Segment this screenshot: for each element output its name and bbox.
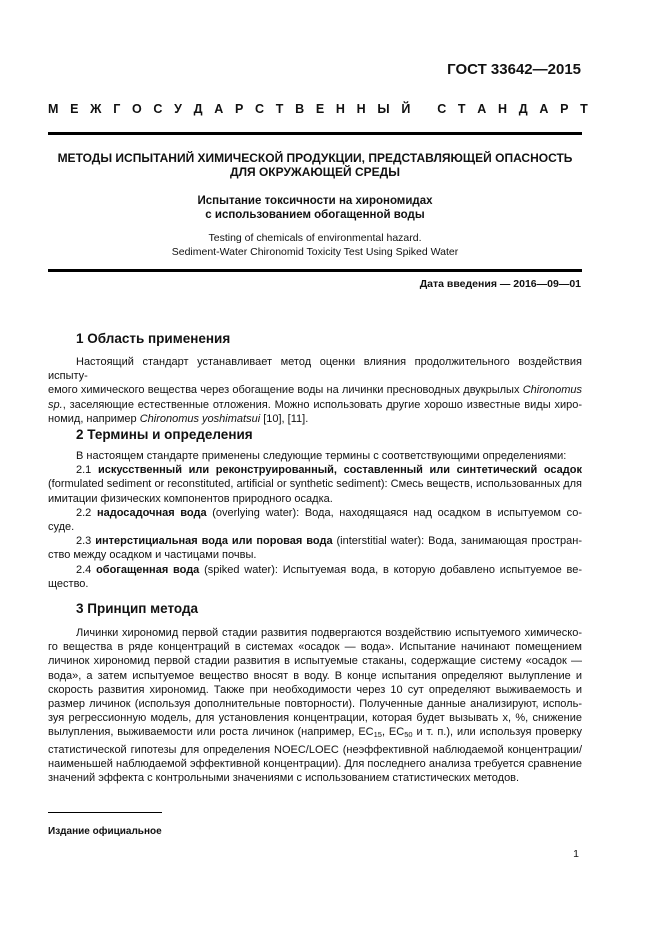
- section-3-line: личинок хирономид первой стадии развития в испытуемые стаканы, содержащие систему «осадок —: [48, 655, 582, 668]
- page-number: 1: [573, 848, 579, 860]
- document-title: [48, 151, 582, 179]
- term-2-3-def: ство между осадком и частицами почвы.: [48, 549, 257, 562]
- term-2-4-def: щество.: [48, 577, 89, 590]
- english-title-line2: Sediment-Water Chironomid Toxicity Test Using Spiked Water: [171, 246, 459, 258]
- heading-letter: Н: [498, 102, 508, 116]
- heading-letter: Р: [560, 102, 569, 116]
- title-rule: [48, 269, 582, 272]
- heading-letter: Н: [335, 102, 345, 116]
- interstate-standard-heading: [48, 102, 588, 116]
- document-subtitle-line2: с использованием обогащенной воды: [205, 209, 425, 221]
- subscript: 50: [404, 730, 413, 740]
- term-name: интерстициальная вода или поровая вода: [95, 535, 333, 548]
- section-3-line: скорость развития хирономид. Также при необходимости через 10 сут определяют выживаемость и: [48, 683, 582, 696]
- section-3-line: зуя регрессионную модель, для установления концентрации, которая будет вызывать x, %, снижение: [48, 712, 582, 725]
- term-def: (interstitial water): Вода, занимающая простран-: [336, 535, 582, 548]
- term-number: 2.4: [76, 563, 92, 576]
- english-title: [48, 231, 582, 259]
- heading-letter: А: [214, 102, 224, 116]
- section-3-line: значений эффекта с контрольными значениями с использованием статистических методов.: [48, 772, 520, 785]
- heading-letter: С: [255, 102, 265, 116]
- term-number: 2.2: [76, 506, 92, 519]
- heading-letter: Д: [193, 102, 203, 116]
- section-3-line: наименьшей наблюдаемой эффективной концентрации). Для последнего анализа требуется сравнение: [48, 757, 582, 770]
- heading-letter: А: [539, 102, 549, 116]
- section-3-heading: 3 Принцип метода: [76, 601, 199, 616]
- heading-letter: Е: [70, 102, 79, 116]
- footer-rule: [48, 812, 162, 813]
- section-3-line: статистической гипотезы для определения NOEC/LOEC (неэффективной наблюдаемой концентрации/: [48, 743, 582, 756]
- term-name: надосадочная вода: [96, 506, 207, 519]
- heading-letter: Н: [356, 102, 366, 116]
- section-1-line: Настоящий стандарт устанавливает метод оценки влияния продолжительного воздействия испыту-: [48, 356, 582, 383]
- document-title-line2: ДЛЯ ОКРУЖАЮЩЕЙ СРЕДЫ: [230, 165, 400, 179]
- document-subtitle: [48, 194, 582, 222]
- document-subtitle-line1: Испытание токсичности на хирономидах: [197, 195, 433, 207]
- term-name: обогащенная вода: [96, 563, 200, 576]
- section-3-line: вода», а затем испытуемое вещество вносят в воду. В конце испытания определяют вылупление и: [48, 669, 582, 682]
- term-2-3: [48, 534, 582, 548]
- heading-gap: [422, 102, 425, 116]
- heading-letter: А: [477, 102, 487, 116]
- heading-letter: О: [131, 102, 142, 116]
- section-2-body: [48, 449, 582, 591]
- section-3-line: Личинки хирономид первой стадии развития подвергаются воздействию испытуемого химическо-: [76, 627, 582, 639]
- section-2-intro: В настоящем стандарте применены следующие термины с соответствующими определениями:: [76, 450, 567, 462]
- heading-letter: Д: [518, 102, 528, 116]
- heading-letter: Г: [113, 102, 121, 116]
- heading-letter: Ж: [90, 102, 102, 116]
- heading-letter: Е: [315, 102, 325, 116]
- official-edition-label: Издание официальное: [48, 826, 162, 837]
- section-1-line: емого химического вещества через обогащение воды на личинки пресноводных двукрылых Chironomus: [48, 384, 582, 397]
- introduction-date: Дата введения — 2016—09—01: [419, 278, 581, 290]
- heading-letter: Р: [234, 102, 244, 116]
- standard-code: ГОСТ 33642—2015: [447, 61, 581, 78]
- section-1-body: [48, 355, 582, 426]
- section-3-line-ec: [48, 725, 582, 742]
- text-run: вылупления, выживаемости или роста личинок (например, EC: [48, 726, 374, 739]
- heading-letter: В: [295, 102, 305, 116]
- term-number: 2.1: [76, 464, 92, 477]
- term-2-4: [48, 563, 582, 577]
- term-def: (spiked water): Испытуемая вода, в которую добавлено испытуемое ве-: [204, 563, 582, 576]
- section-2-heading: 2 Термины и определения: [76, 427, 253, 442]
- section-1-line: sp., заселяющие естественные отложения. Можно использовать другие хорошо известные виды хиро-: [48, 398, 582, 411]
- heading-letter: Й: [401, 102, 411, 116]
- section-3-line: размер личинок (используя дополнительные повторности). Полученные данные анализируют, исполь-: [48, 698, 582, 711]
- section-3-body: [48, 626, 582, 785]
- term-def: (overlying water): Вода, находящаяся над осадком в испытуемом со-: [212, 506, 582, 519]
- term-name: искусственный или реконструированный, составленный или синтетический осадок: [97, 464, 582, 477]
- english-title-line1: Testing of chemicals of environmental hazard.: [208, 232, 422, 244]
- document-title-line1: МЕТОДЫ ИСПЫТАНИЙ ХИМИЧЕСКОЙ ПРОДУКЦИИ, ПРЕДСТАВЛЯЮЩЕЙ ОПАСНОСТЬ: [57, 151, 573, 165]
- section-1-line: номид, например Chironomus yoshimatsui [10], [11].: [48, 412, 309, 425]
- heading-letter: Ы: [377, 102, 390, 116]
- heading-letter: Т: [275, 102, 284, 116]
- heading-letter: М: [48, 102, 59, 116]
- term-2-2-def: суде.: [48, 521, 75, 534]
- term-2-1: [48, 463, 582, 477]
- term-2-1-def: (formulated sediment or reconstituted, artificial or synthetic sediment): Смесь веществ, использованных для: [48, 478, 582, 491]
- heading-letter: У: [174, 102, 182, 116]
- text-run: и т. п.), или используя проверку: [412, 726, 582, 739]
- text-run: , EC: [381, 726, 405, 739]
- subscript: 15: [373, 730, 382, 740]
- heading-letter: Т: [580, 102, 588, 116]
- heading-letter: С: [437, 102, 447, 116]
- heading-letter: Т: [457, 102, 466, 116]
- heading-letter: С: [153, 102, 163, 116]
- term-2-1-def: имитации физических компонентов природного осадка.: [48, 492, 333, 505]
- section-1-heading: 1 Область применения: [76, 331, 231, 346]
- header-rule: [48, 132, 582, 135]
- term-2-2: [48, 506, 582, 520]
- section-3-line: го вещества в ряде концентраций в системах «осадок — вода». Испытание начинают помещением: [48, 641, 582, 654]
- term-number: 2.3: [76, 535, 92, 548]
